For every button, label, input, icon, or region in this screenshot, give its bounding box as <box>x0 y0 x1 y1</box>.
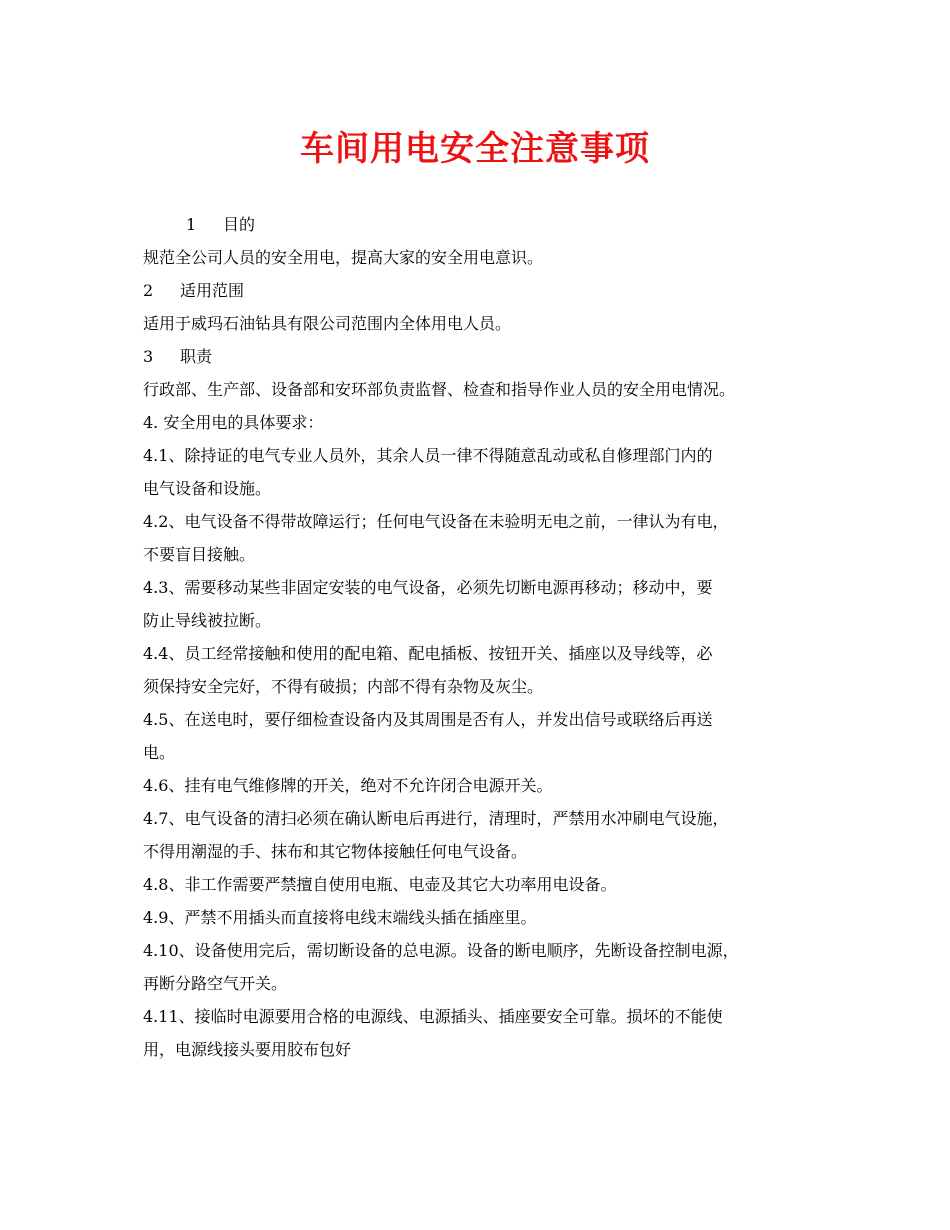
document-body <box>143 208 843 1066</box>
requirement-line: 4.8、非工作需要严禁擅自使用电瓶、电壶及其它大功率用电设备。 <box>143 875 617 894</box>
requirement-line: 不得用潮湿的手、抹布和其它物体接触任何电气设备。 <box>143 842 528 861</box>
section-number-1: 1 <box>186 215 197 234</box>
requirement-line: 用，电源线接头要用胶布包好 <box>143 1040 352 1059</box>
section-number-2: 2 <box>143 281 154 300</box>
requirement-line: 4.5、在送电时，要仔细检查设备内及其周围是否有人，并发出信号或联络后再送 <box>143 710 713 729</box>
requirement-line: 4.2、电气设备不得带故障运行；任何电气设备在未验明无电之前，一律认为有电， <box>143 512 729 531</box>
section-heading-2 <box>143 274 843 307</box>
requirements-heading: 4. 安全用电的具体要求： <box>143 413 324 432</box>
requirement-line: 4.4、员工经常接触和使用的配电箱、配电插板、按钮开关、插座以及导线等，必 <box>143 644 713 663</box>
requirement-line: 防止导线被拉断。 <box>143 611 272 630</box>
document-title: 车间用电安全注意事项 <box>300 129 650 169</box>
section-text-3: 行政部、生产部、设备部和安环部负责监督、检查和指导作业人员的安全用电情况。 <box>143 380 736 399</box>
requirement-line: 4.11、接临时电源要用合格的电源线、电源插头、插座要安全可靠。损坏的不能使 <box>143 1007 723 1026</box>
section-number-3: 3 <box>143 347 154 366</box>
section-text-2: 适用于威玛石油钻具有限公司范围内全体用电人员。 <box>143 314 512 333</box>
section-title-2: 适用范围 <box>180 281 245 300</box>
requirement-line: 须保持安全完好，不得有破损；内部不得有杂物及灰尘。 <box>143 677 544 696</box>
requirement-line: 电。 <box>143 743 176 762</box>
requirement-line: 4.9、严禁不用插头而直接将电线末端线头插在插座里。 <box>143 908 537 927</box>
section-title-1: 目的 <box>223 215 256 234</box>
section-title-3: 职责 <box>180 347 213 366</box>
requirement-line: 4.3、需要移动某些非固定安装的电气设备，必须先切断电源再移动；移动中，要 <box>143 578 713 597</box>
section-text-1: 规范全公司人员的安全用电，提高大家的安全用电意识。 <box>143 248 544 267</box>
requirement-line: 4.1、除持证的电气专业人员外，其余人员一律不得随意乱动或私自修理部门内的 <box>143 446 713 465</box>
requirement-line: 不要盲目接触。 <box>143 545 256 564</box>
section-heading-3 <box>143 340 843 373</box>
requirement-line: 4.6、挂有电气维修牌的开关，绝对不允许闭合电源开关。 <box>143 776 553 795</box>
requirement-line: 再断分路空气开关。 <box>143 974 288 993</box>
requirement-line: 电气设备和设施。 <box>143 479 272 498</box>
requirement-line: 4.7、电气设备的清扫必须在确认断电后再进行，清理时，严禁用水冲刷电气设施， <box>143 809 729 828</box>
requirement-line: 4.10、设备使用完后，需切断设备的总电源。设备的断电顺序，先断设备控制电源， <box>143 941 739 960</box>
section-heading-1 <box>143 208 843 241</box>
